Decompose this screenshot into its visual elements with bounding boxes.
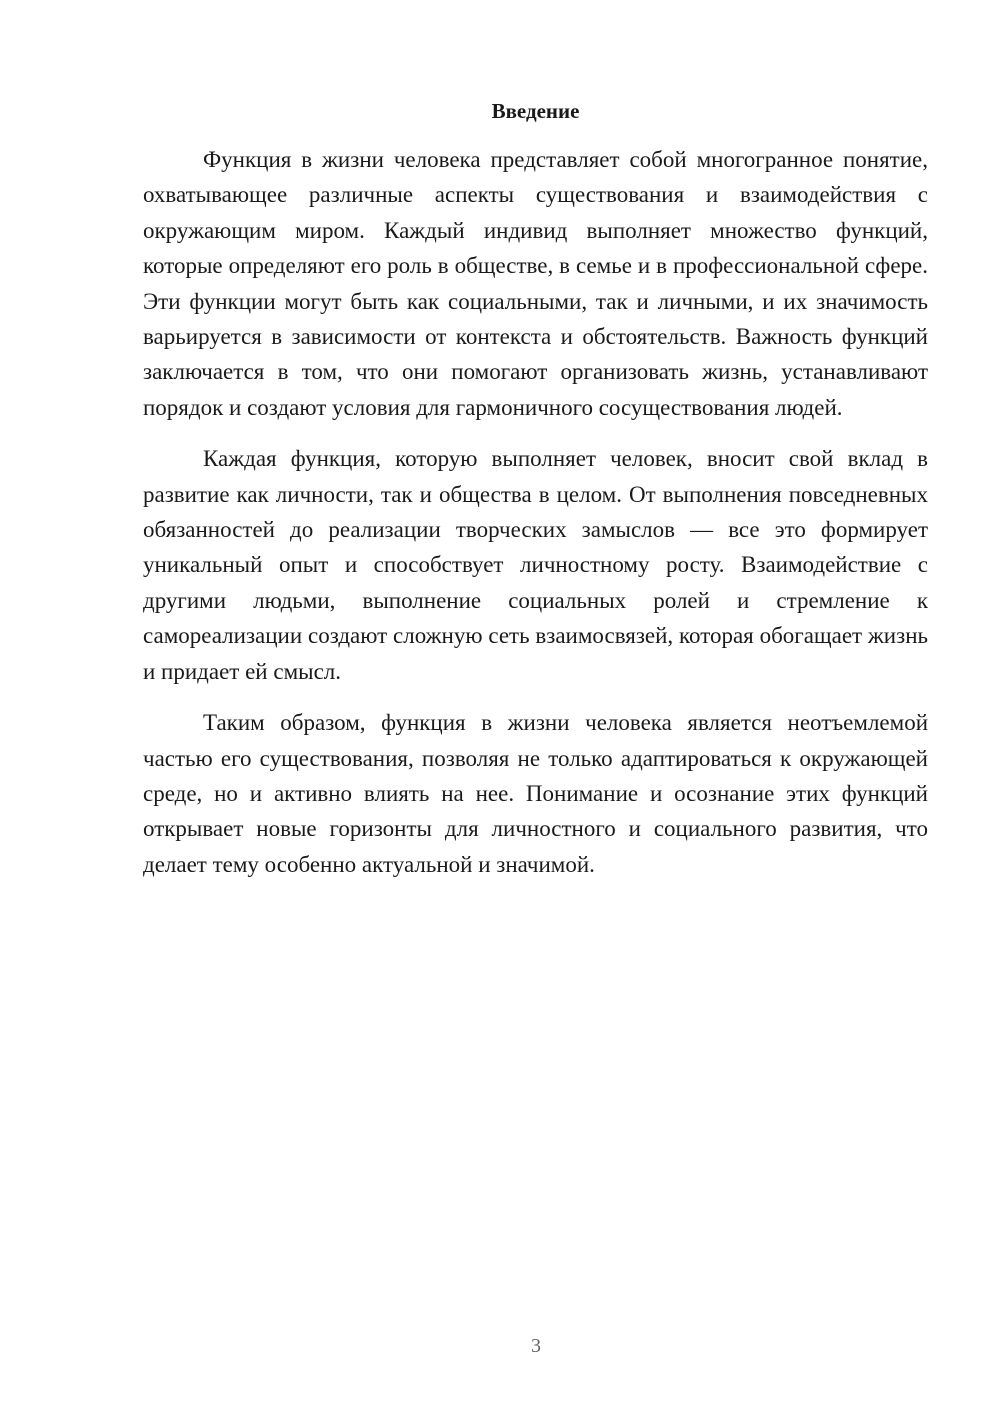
section-heading: Введение [491, 99, 580, 123]
paragraph-1: Функция в жизни человека представляет собой многогранное понятие, охватывающее различные аспекты существования и взаимодействия с окружающим миром. Каждый индивид выполняет множество функций, которые определяют его роль в обществе, в семье и в профессиональной сфере. Эти функции могут быть как социальными, так и личными, и их значимость варьируется в зависимости от контекста и обстоятельств. Важность функций заключается в том, что они помогают организовать жизнь, устанавливают порядок и создают условия для гармоничного сосуществования людей. [143, 147, 928, 420]
paragraph-3: Таким образом, функция в жизни человека является неотъемлемой частью его существования, позволяя не только адаптироваться к окружающей среде, но и активно влиять на нее. Понимание и осознание этих функций открывает новые горизонты для личностного и социального развития, что делает тему особенно актуальной и значимой. [143, 710, 928, 877]
body-text [143, 142, 928, 898]
page-number: 3 [531, 1335, 541, 1357]
paragraph-2: Каждая функция, которую выполняет человек, вносит свой вклад в развитие как личности, так и общества в целом. От выполнения повседневных обязанностей до реализации творческих замыслов — все это формирует уникальный опыт и способствует личностному росту. Взаимодействие с другими людьми, выполнение социальных ролей и стремление к самореализации создают сложную сеть взаимосвязей, которая обогащает жизнь и придает ей смысл. [143, 446, 928, 684]
